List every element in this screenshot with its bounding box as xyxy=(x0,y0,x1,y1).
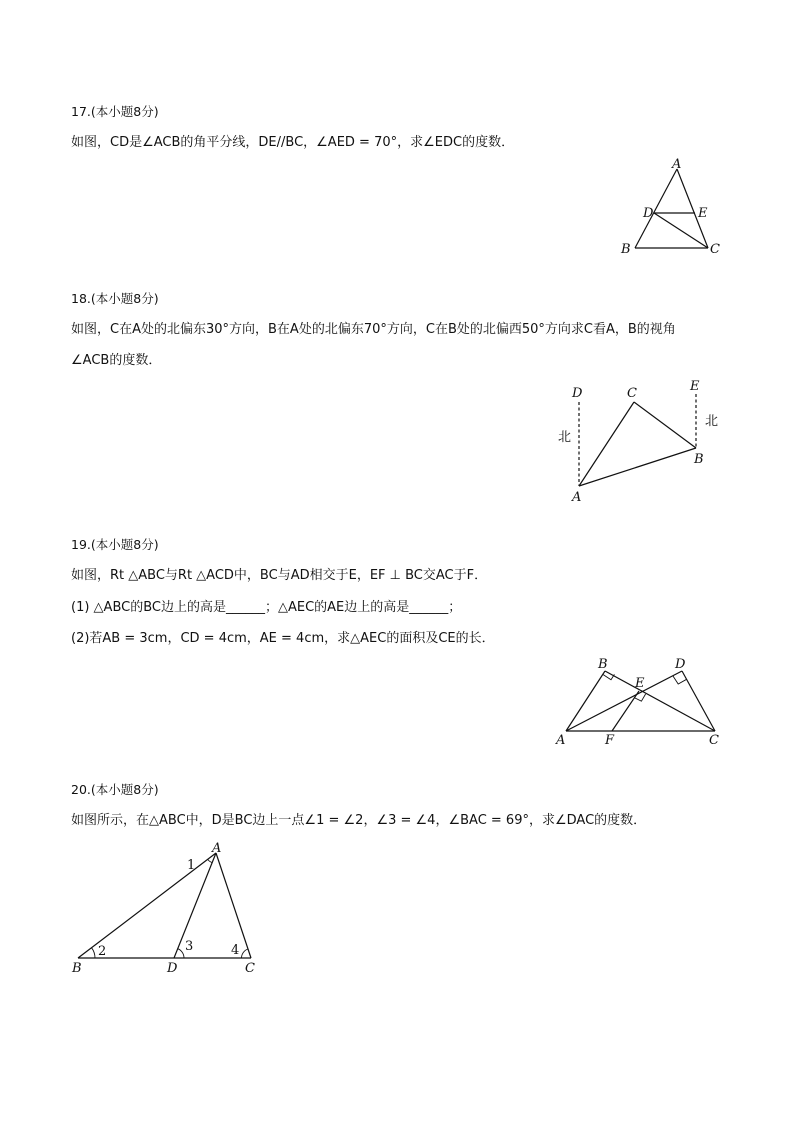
fig20-label-b: B xyxy=(72,961,82,976)
question-17-text: 如图，CD是∠ACB的角平分线，DE//BC，∠AED = 70°，求∠EDC的度数． xyxy=(71,135,515,150)
fig20-label-1: 1 xyxy=(187,858,196,873)
fig19-label-d: D xyxy=(675,657,686,672)
fig19-label-c: C xyxy=(709,733,719,748)
fig20-label-d: D xyxy=(167,961,178,976)
question-19-heading: 19.(本小题8分) xyxy=(71,537,159,552)
fig17-label-d: D xyxy=(643,206,654,221)
fig19-label-b: B xyxy=(598,657,608,672)
figure-20 xyxy=(65,840,270,980)
question-19-text-line-2: (1) △ABC的BC边上的高是______；△AEC的AE边上的高是______； xyxy=(71,600,462,615)
fig18-label-c: C xyxy=(627,386,637,401)
figure-18 xyxy=(550,372,730,507)
fig19-label-e: E xyxy=(635,676,645,691)
figure-17 xyxy=(610,155,730,260)
fig19-label-f: F xyxy=(605,733,615,748)
fig17-label-e: E xyxy=(698,206,708,221)
question-19-text-line-3: (2)若AB = 3cm，CD = 4cm，AE = 4cm，求△AEC的面积及CE的长． xyxy=(71,631,495,646)
question-20-text: 如图所示，在△ABC中，D是BC边上一点∠1 = ∠2，∠3 = ∠4，∠BAC = 69°，求∠DAC的度数． xyxy=(71,813,647,828)
fig18-label-a: A xyxy=(572,490,582,505)
fig18-north-right: 北 xyxy=(705,414,719,429)
fig17-label-a: A xyxy=(672,157,682,172)
fig18-label-b: B xyxy=(694,452,704,467)
fig20-label-a: A xyxy=(212,841,222,856)
fig17-label-c: C xyxy=(710,242,720,257)
fig20-label-c: C xyxy=(245,961,255,976)
figure-19 xyxy=(550,652,730,752)
question-20-heading: 20.(本小题8分) xyxy=(71,782,159,797)
question-18-heading: 18.(本小题8分) xyxy=(71,291,159,306)
fig18-label-d: D xyxy=(572,386,583,401)
fig20-label-2: 2 xyxy=(98,944,107,959)
question-19-text-line-1: 如图，Rt △ABC与Rt △ACD中，BC与AD相交于E，EF ⊥ BC交AC于F． xyxy=(71,568,488,583)
fig20-label-4: 4 xyxy=(231,943,240,958)
fig19-label-a: A xyxy=(556,733,566,748)
question-17-heading: 17.(本小题8分) xyxy=(71,104,159,119)
question-18-text-line-1: 如图，C在A处的北偏东30°方向，B在A处的北偏东70°方向，C在B处的北偏西50°方向求C看A，B的视角 xyxy=(71,322,676,337)
fig17-label-b: B xyxy=(621,242,631,257)
fig18-label-e: E xyxy=(690,379,700,394)
question-18-text-line-2: ∠ACB的度数． xyxy=(71,353,162,368)
fig18-north-left: 北 xyxy=(558,430,572,445)
fig20-label-3: 3 xyxy=(185,939,194,954)
